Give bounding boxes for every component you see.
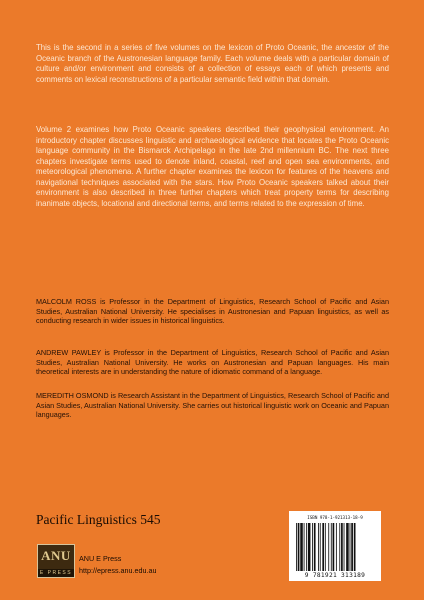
author-bio-osmond: MEREDITH OSMOND is Research Assistant in the Department of Linguistics, Research School of Pacific and Asian Studies, Australian National University. She carries out historical linguistic work on Oceanic and Papuan languages. bbox=[36, 391, 389, 420]
series-title: Pacific Linguistics 545 bbox=[36, 512, 161, 527]
isbn-digits: 9 781921 313189 bbox=[304, 572, 366, 579]
blurb-paragraph-1: This is the second in a series of five volumes on the lexicon of Proto Oceanic, the ancestor of the Oceanic branch of the Austronesian language family. Each volume deals with a particular domain of culture and/or environment and consists of a collection of essays each of which presents and comments on lexical reconstructions of a particular semantic field within that domain. bbox=[36, 43, 389, 84]
author-bio-ross: MALCOLM ROSS is Professor in the Department of Linguistics, Research School of Pacific and Asian Studies, Australian National University. He specialises in Austronesian and Papuan linguistics, as well as conducting research in wider issues in historical linguistics. bbox=[36, 297, 389, 326]
author-bio-pawley: ANDREW PAWLEY is Professor in the Department of Linguistics, Research School of Pacific and Asian Studies, Australian National University. He works on Austronesian and Papuan languages. His main theoretical interests are in understanding the nature of idiomatic command of a language. bbox=[36, 348, 389, 377]
publisher-url[interactable]: http://epress.anu.edu.au bbox=[79, 566, 157, 575]
isbn-label: ISBN 978-1-921313-18-9 bbox=[307, 515, 363, 520]
anu-logo bbox=[37, 544, 75, 578]
publisher-name: ANU E Press bbox=[79, 554, 122, 563]
barcode-icon bbox=[295, 523, 375, 571]
isbn-barcode-box bbox=[289, 511, 381, 581]
blurb-paragraph-2: Volume 2 examines how Proto Oceanic speakers described their geophysical environment. An introductory chapter discusses linguistic and archaeological evidence that locates the Proto Oceanic language community in the Bismarck Archipelago in the late 2nd millennium BC. The next three chapters investigate terms used to denote inland, coastal, reef and open sea environments, and meteorological phenomena. A further chapter examines the lexicon for features of the heavens and navigational techniques associated with the stars. How Proto Oceanic speakers talked about their environment is also described in three further chapters which treat property terms for describing inanimate objects, locational and directional terms, and terms related to the expression of time. bbox=[36, 125, 389, 208]
anu-logo-text: ANU bbox=[41, 548, 71, 563]
anu-logo-subtext: E PRESS bbox=[39, 570, 73, 576]
